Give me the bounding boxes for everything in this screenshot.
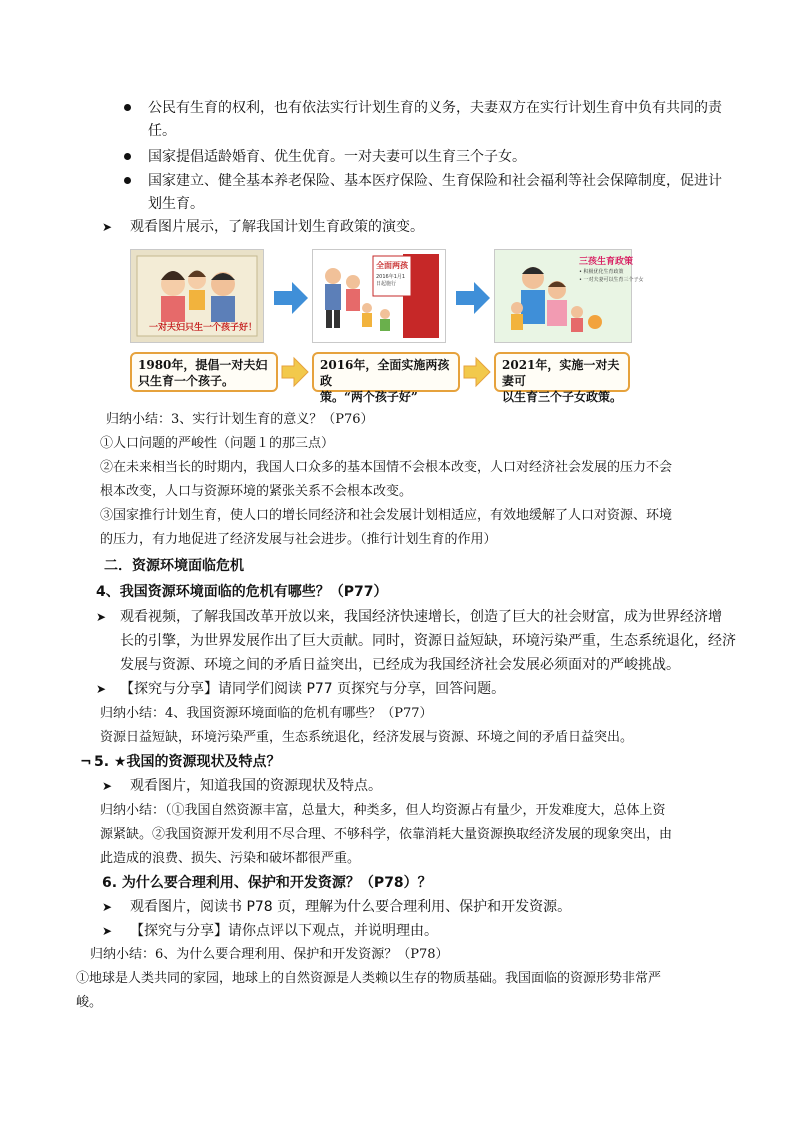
yellow-arrow-icon: [282, 358, 308, 386]
arrowhead-bullet-icon: ➤: [102, 900, 113, 914]
summary-text: 资源日益短缺，环境污染严重，生态系统退化，经济发展与资源、环境之间的矛盾日益突出。: [100, 730, 634, 745]
poster-two-child-image: [312, 249, 446, 343]
instruction-text: 【探究与分享】请同学们阅读 P77 页探究与分享，回答问题。: [120, 681, 506, 697]
blue-arrow-icon: [274, 282, 308, 314]
bullet-text: 任。: [148, 123, 176, 139]
instruction-text: 长的引擎，为世界发展作出了巨大贡献。同时，资源日益短缺，环境污染严重，生态系统退化，经济: [120, 633, 736, 649]
instruction-text: 观看视频，了解我国改革开放以来，我国经济快速增长，创造了巨大的社会财富，成为世界经济增: [120, 609, 722, 625]
summary-title: 归纳小结：4、我国资源环境面临的危机有哪些？（P77）: [100, 706, 433, 721]
bullet-dot: [124, 177, 131, 184]
instruction-text: 发展与资源、环境之间的矛盾日益突出，已经成为我国经济社会发展必须面对的严峻挑战。: [120, 657, 680, 673]
section-heading: 二．资源环境面临危机: [104, 558, 244, 574]
instruction-text: 【探究与分享】请你点评以下观点，并说明理由。: [130, 923, 438, 939]
bullet-text: 划生育。: [148, 196, 204, 212]
summary-text: 归纳小结：（①我国自然资源丰富，总量大，种类多，但人均资源占有量少，开发难度大，总体上资: [100, 803, 666, 818]
poster-one-child-slogan: 一对夫妇只生一个孩子好！: [149, 323, 258, 333]
poster-one-child-image: [130, 249, 264, 343]
poster-two-child-sign: 全面两孩: [376, 261, 408, 270]
summary-text: 此造成的浪费、损失、污染和破坏都很严重。: [100, 851, 361, 866]
instruction-text: 观看图片，知道我国的资源现状及特点。: [130, 778, 382, 794]
instruction-text: 观看图片展示，了解我国计划生育政策的演变。: [130, 219, 424, 235]
caption-2021: [494, 352, 630, 404]
caption-line: 以生育三个子女政策。: [502, 390, 623, 404]
bullet-text: 国家建立、健全基本养老保险、基本医疗保险、生育保险和社会福利等社会保障制度，促进计: [148, 173, 722, 189]
arrowhead-bullet-icon: ➤: [96, 610, 107, 624]
poster-three-child-line: • 一对夫妻可以生育三个子女: [579, 277, 644, 283]
poster-three-child-image: [494, 249, 644, 343]
blue-arrow-icon: [456, 282, 490, 314]
summary-text: 峻。: [76, 995, 103, 1010]
arrowhead-bullet-icon: ➤: [102, 779, 113, 793]
caption-line: 只生育一个孩子。: [138, 374, 235, 388]
arrowhead-bullet-icon: ➤: [102, 924, 113, 938]
caption-2016: [312, 352, 460, 404]
yellow-arrow-icon: [464, 358, 490, 386]
question-heading: 5. ★我国的资源现状及特点？: [94, 754, 281, 770]
caption-line: 策。“两个孩子好”: [320, 390, 418, 404]
caption-line: 2016年，全面实施两孩政: [320, 358, 450, 388]
instruction-text: 观看图片，阅读书 P78 页，理解为什么要合理利用、保护和开发资源。: [130, 899, 572, 915]
summary-text: ③国家推行计划生育，使人口的增长同经济和社会发展计划相适应，有效地缓解了人口对资源、环境: [100, 508, 673, 523]
caption-1980: [130, 352, 278, 392]
bullet-text: 国家提倡适龄婚育、优生优育。一对夫妻可以生育三个子女。: [148, 149, 526, 165]
arrowhead-bullet-icon: ➤: [102, 220, 113, 234]
summary-text: ①地球是人类共同的家园，地球上的自然资源是人类赖以生存的物质基础。我国面临的资源形势非常严: [76, 971, 662, 986]
bullet-dot: [124, 153, 131, 160]
arrowhead-bullet-icon: ➤: [96, 682, 107, 696]
question-heading: 6. 为什么要合理利用、保护和开发资源？（P78）？: [102, 875, 432, 891]
summary-text: 源紧缺。②我国资源开发利用不尽合理、不够科学，依靠消耗大量资源换取经济发展的现象突出，由: [100, 827, 673, 842]
bullet-text: 公民有生育的权利，也有依法实行计划生育的义务，夫妻双方在实行计划生育中负有共同的责: [148, 100, 722, 116]
summary-text: 的压力，有力地促进了经济发展与社会进步。（推行计划生育的作用）: [100, 532, 497, 547]
summary-text: ②在未来相当长的时期内，我国人口众多的基本国情不会根本改变，人口对经济社会发展的压力不会: [100, 460, 673, 475]
summary-text: ①人口问题的严峻性（问题１的那三点）: [100, 436, 335, 451]
question-prefix-mark: ¬: [80, 754, 92, 770]
poster-two-child-date: 2016年1月1日起施行: [376, 274, 406, 287]
poster-three-child-line: • 积极优化生育政策: [579, 269, 624, 275]
question-heading: 4、我国资源环境面临的危机有哪些？（P77）: [96, 584, 388, 600]
summary-title: 归纳小结：3、实行计划生育的意义？（P76）: [106, 412, 374, 427]
caption-line: 2021年，实施一对夫妻可: [502, 358, 620, 388]
bullet-dot: [124, 104, 131, 111]
poster-three-child-title: 三孩生育政策: [579, 257, 634, 267]
caption-line: 1980年，提倡一对夫妇: [138, 358, 268, 372]
summary-title: 归纳小结：6、为什么要合理利用、保护和开发资源？（P78）: [90, 947, 449, 962]
summary-text: 根本改变，人口与资源环境的紧张关系不会根本改变。: [100, 484, 413, 499]
